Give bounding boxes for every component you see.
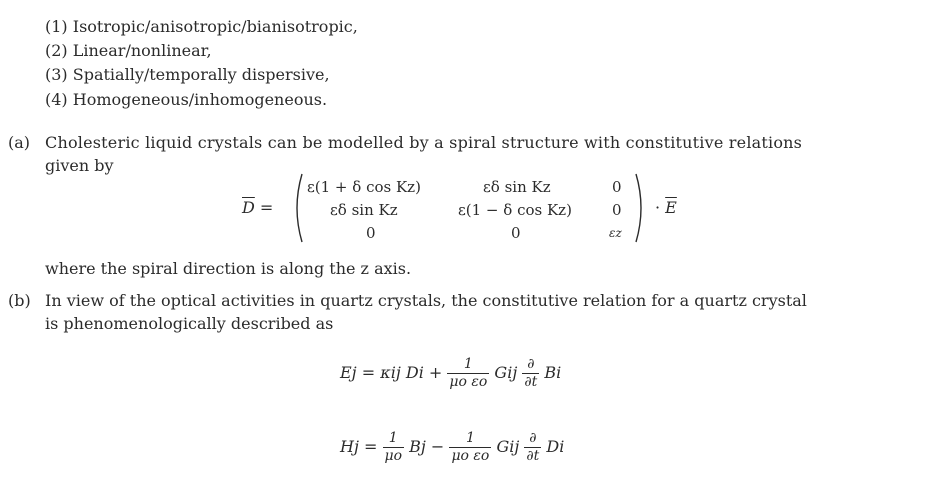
- matrix-cell-22: ε(1 − δ cos Kz): [458, 201, 572, 219]
- eq1-frac-den: μo εo: [449, 374, 488, 390]
- equation-h-j: [340, 430, 564, 465]
- part-a-line-1: Cholesteric liquid crystals can be modelled by a spiral structure with constitutive relations: [45, 133, 803, 152]
- equation-e-j: [340, 356, 561, 391]
- part-b-line-1: In view of the optical activities in quartz crystals, the constitutive relation for a quartz crystal: [45, 291, 807, 310]
- eq2-d-num: ∂: [524, 430, 541, 448]
- eq1-lhs: Ej = κij Di +: [340, 363, 443, 382]
- matrix-lhs-d: $\overline{D}$ =: [242, 198, 274, 217]
- part-a-after: where the spiral direction is along the z axis.: [45, 259, 412, 278]
- matrix-cell-23: 0: [612, 201, 622, 219]
- list-item-1: (1) Isotropic/anisotropic/bianisotropic,: [45, 17, 358, 36]
- list-item-4: (4) Homogeneous/inhomogeneous.: [45, 90, 328, 109]
- matrix-cell-31: 0: [366, 224, 376, 242]
- part-b-line-2: is phenomenologically described as: [45, 314, 334, 333]
- eq1-mid: Gij: [494, 363, 518, 382]
- list-item-3: (3) Spatially/temporally dispersive,: [45, 65, 330, 84]
- eq2-tail: Di: [546, 437, 565, 456]
- matrix-cell-32: 0: [511, 224, 521, 242]
- eq2-frac1-num: 1: [383, 430, 405, 448]
- eq2-derivative: [524, 430, 541, 465]
- matrix-rhs-e: · $\overline{E}$: [655, 198, 677, 217]
- eq2-frac1-den: μo: [384, 448, 403, 464]
- eq1-d-num: ∂: [522, 356, 539, 374]
- eq2-frac2-num: 1: [449, 430, 491, 448]
- matrix-cell-21: εδ sin Kz: [330, 201, 398, 219]
- matrix-cell-11: ε(1 + δ cos Kz): [307, 178, 421, 196]
- eq2-fraction-2: [449, 430, 491, 465]
- eq2-mid-1: Bj −: [409, 437, 445, 456]
- list-item-2: (2) Linear/nonlinear,: [45, 41, 212, 60]
- matrix-cell-13: 0: [612, 178, 622, 196]
- matrix-cell-12: εδ sin Kz: [483, 178, 551, 196]
- eq1-frac-num: 1: [447, 356, 489, 374]
- eq1-tail: Bi: [544, 363, 562, 382]
- eq2-mid-2: Gij: [496, 437, 520, 456]
- eq1-d-den: ∂t: [524, 374, 538, 390]
- left-paren: [290, 172, 304, 244]
- part-b-marker: (b): [8, 291, 31, 310]
- eq2-fraction-1: [383, 430, 405, 465]
- eq1-derivative: [522, 356, 539, 391]
- eq2-frac2-den: μo εo: [451, 448, 490, 464]
- eq1-fraction: [447, 356, 489, 391]
- eq2-lhs: Hj =: [340, 437, 378, 456]
- part-a-line-2: given by: [45, 156, 114, 175]
- part-a-marker: (a): [8, 133, 31, 152]
- eq2-d-den: ∂t: [526, 448, 540, 464]
- matrix-cell-33: εz: [609, 226, 622, 240]
- right-paren: [634, 172, 648, 244]
